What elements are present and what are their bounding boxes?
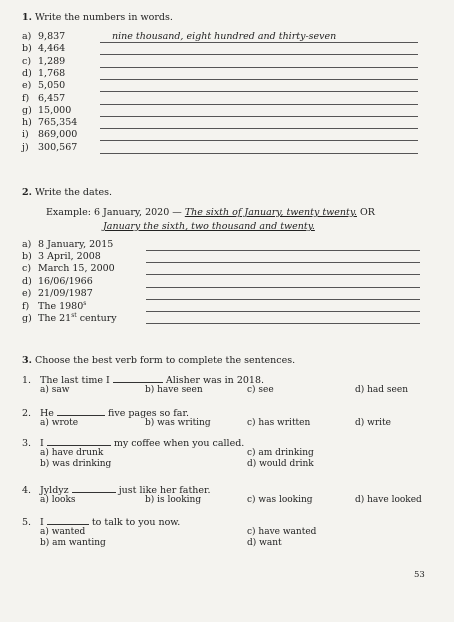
question-text-after: just like her father. (118, 485, 211, 496)
question-text-before: The last time I (40, 375, 110, 386)
section2-heading: 2. Write the dates. (22, 187, 112, 198)
option-b[interactable]: b) am wanting (40, 538, 106, 548)
item-number: 1,768 (38, 67, 66, 79)
answer-line[interactable] (146, 250, 420, 251)
option-b[interactable]: b) was writing (145, 418, 211, 428)
option-b[interactable]: b) was drinking (40, 459, 112, 469)
option-b[interactable]: b) is looking (145, 495, 202, 505)
question-text-before: Jyldyz (40, 485, 69, 496)
item-number: 4,464 (38, 43, 66, 55)
answer-blank[interactable] (47, 436, 111, 446)
option-d[interactable]: d) had seen (355, 385, 408, 395)
question-text-after: Alisher was in 2018. (165, 375, 265, 386)
item-letter: b) (22, 251, 32, 263)
item-date: March 15, 2000 (38, 263, 115, 275)
answer-line[interactable] (100, 104, 418, 105)
option-a[interactable]: a) wrote (40, 418, 79, 428)
question-text-after: my coffee when you called. (113, 438, 245, 449)
number-item (22, 129, 77, 140)
question-text-after: to talk to you now. (91, 517, 181, 528)
item-number: 300,567 (38, 141, 78, 153)
date-item (22, 239, 113, 250)
answer-line[interactable] (146, 311, 420, 312)
answer-line[interactable] (100, 79, 418, 80)
item-date: The 21 (38, 313, 72, 325)
option-b[interactable]: b) have seen (145, 385, 203, 395)
item-number: 869,000 (38, 129, 78, 141)
item-letter: c) (22, 55, 32, 67)
question-number: 3. (22, 438, 32, 449)
item-letter: d) (22, 67, 32, 79)
answer-line[interactable] (100, 91, 418, 92)
item-date: 8 January, 2015 (38, 239, 114, 250)
number-item (22, 31, 65, 42)
answer-line[interactable] (146, 299, 420, 300)
written-answer: nine thousand, eight hundred and thirty-seven (112, 31, 337, 42)
item-letter: b) (22, 43, 32, 55)
answer-line[interactable] (146, 287, 420, 288)
item-letter: j) (22, 141, 29, 153)
answer-line[interactable] (146, 262, 420, 263)
option-d[interactable]: d) would drink (247, 459, 314, 469)
question-text-after: five pages so far. (107, 408, 189, 419)
number-item (22, 68, 65, 79)
item-letter: f) (22, 92, 30, 104)
option-c[interactable]: c) am drinking (247, 448, 314, 458)
item-letter: d) (22, 275, 32, 287)
item-letter: e) (22, 80, 32, 92)
number-item (22, 80, 65, 91)
answer-line[interactable] (100, 67, 418, 68)
answer-line[interactable] (146, 323, 420, 324)
question-text-before: He (40, 408, 54, 419)
answer-blank[interactable] (47, 515, 89, 525)
number-item (22, 56, 65, 67)
example-line-1: Example: 6 January, 2020 — The sixth of January, twenty twenty. OR (46, 207, 375, 218)
item-number: 5,050 (38, 80, 66, 92)
option-d[interactable]: d) want (247, 538, 282, 548)
answer-line[interactable] (100, 116, 418, 117)
answer-blank[interactable] (57, 406, 105, 416)
item-letter: i) (22, 129, 29, 141)
item-number: 765,354 (38, 117, 78, 129)
date-item (22, 312, 117, 324)
question-number: 2. (22, 408, 32, 419)
date-item (22, 288, 93, 299)
option-d[interactable]: d) write (355, 418, 391, 428)
item-letter: f) (22, 301, 30, 313)
option-c[interactable]: c) have wanted (247, 527, 317, 537)
number-item (22, 105, 71, 116)
answer-line[interactable] (100, 140, 418, 141)
item-letter: g) (22, 104, 32, 116)
section1-heading: 1. Write the numbers in words. (22, 12, 173, 23)
page-number: 53 (414, 570, 425, 580)
answer-line[interactable] (100, 153, 418, 154)
item-letter: a) (22, 239, 32, 250)
date-item (22, 276, 93, 287)
item-letter: a) (22, 31, 32, 42)
option-a[interactable]: a) saw (40, 385, 70, 395)
option-a[interactable]: a) have drunk (40, 448, 104, 458)
item-letter: e) (22, 287, 32, 299)
date-suffix: s (83, 300, 87, 307)
item-date: The 1980 (38, 301, 84, 313)
number-item (22, 43, 65, 54)
option-c[interactable]: c) was looking (247, 495, 313, 505)
section3-heading: 3. Choose the best verb form to complete the sentences. (22, 355, 296, 366)
item-date: 16/06/1966 (38, 275, 93, 287)
answer-line[interactable] (100, 42, 418, 43)
item-letter: g) (22, 313, 32, 325)
answer-line[interactable] (100, 54, 418, 55)
question-text-before: I (40, 438, 44, 449)
item-letter: c) (22, 263, 32, 275)
item-number: 9,837 (38, 31, 66, 42)
date-item (22, 300, 86, 312)
item-number: 1,289 (38, 55, 66, 67)
option-c[interactable]: c) has written (247, 418, 311, 428)
answer-line[interactable] (146, 274, 420, 275)
question-text-before: I (40, 517, 44, 528)
item-date: 3 April, 2008 (38, 251, 101, 263)
number-item (22, 93, 65, 104)
option-a[interactable]: a) looks (40, 495, 76, 505)
question-number: 4. (22, 485, 32, 496)
number-item (22, 117, 77, 128)
answer-blank[interactable] (72, 483, 116, 493)
answer-blank[interactable] (113, 373, 163, 383)
item-number: 15,000 (38, 104, 72, 116)
option-a[interactable]: a) wanted (40, 527, 86, 537)
item-number: 6,457 (38, 92, 66, 104)
answer-line[interactable] (100, 128, 418, 129)
number-item (22, 142, 77, 153)
date-tail: century (76, 313, 117, 325)
example-line-2: January the sixth, two thousand and twenty. (103, 221, 315, 232)
item-date: 21/09/1987 (38, 287, 93, 299)
option-c[interactable]: c) see (247, 385, 274, 395)
date-item (22, 263, 115, 274)
question-number: 1. (22, 375, 32, 386)
date-item (22, 251, 101, 262)
item-letter: h) (22, 117, 32, 129)
question-number: 5. (22, 517, 32, 528)
date-suffix: st (71, 312, 77, 320)
option-d[interactable]: d) have looked (355, 495, 422, 505)
